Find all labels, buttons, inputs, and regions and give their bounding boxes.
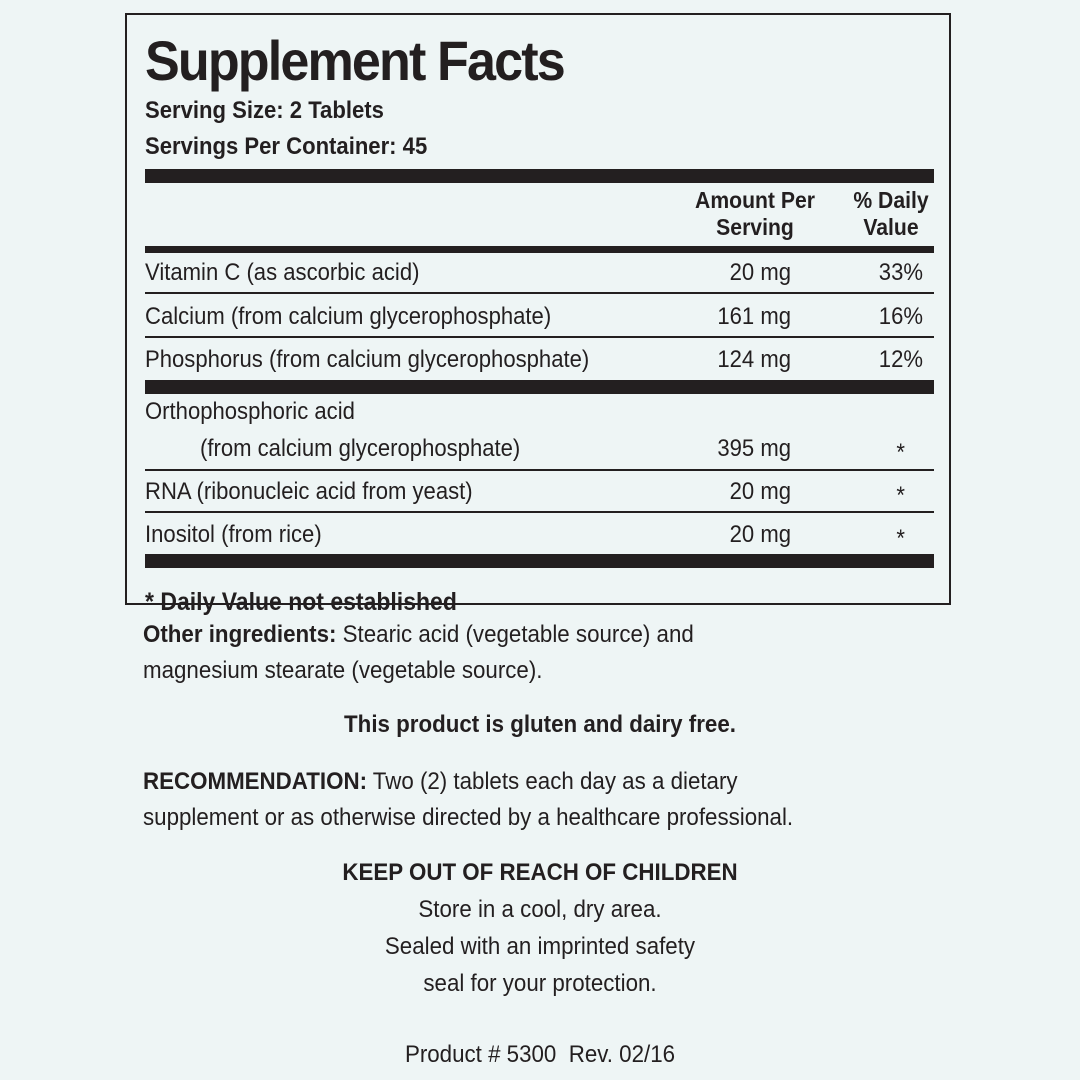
nutrient-daily-value: *: [896, 525, 905, 552]
serving-size: Serving Size: 2 Tablets: [145, 97, 384, 124]
panel-title: Supplement Facts: [145, 29, 564, 92]
nutrient-amount: 124 mg: [717, 346, 791, 373]
nutrient-name: Vitamin C (as ascorbic acid): [145, 259, 420, 286]
seal-notice-line1: Sealed with an imprinted safety: [384, 933, 696, 960]
storage-instruction: Store in a cool, dry area.: [418, 896, 662, 923]
servings-per-container: Servings Per Container: 45: [145, 133, 428, 160]
column-header-amount-line1: Amount Per: [695, 187, 815, 213]
row-divider: [145, 469, 934, 471]
nutrient-amount: 395 mg: [717, 435, 791, 462]
nutrient-name-continued: (from calcium glycerophosphate): [200, 435, 521, 462]
daily-value-footnote: * Daily Value not established: [145, 588, 457, 616]
nutrient-name: RNA (ribonucleic acid from yeast): [145, 478, 473, 505]
rule-thick-bottom: [145, 554, 934, 568]
row-divider: [145, 292, 934, 294]
column-header-amount-line2: Serving: [716, 214, 794, 240]
recommendation-label: RECOMMENDATION:: [143, 768, 368, 795]
recommendation: [143, 764, 906, 836]
nutrient-daily-value: *: [896, 482, 905, 509]
supplement-facts-panel: [125, 13, 951, 616]
nutrient-daily-value: 33%: [878, 259, 923, 286]
nutrient-daily-value: 12%: [878, 346, 923, 373]
column-header-dv-line1: % Daily: [853, 187, 929, 213]
column-header-amount: [691, 187, 820, 241]
supplement-facts-inner: [145, 15, 934, 616]
seal-notice-line2: seal for your protection.: [423, 970, 657, 997]
nutrient-amount: 20 mg: [729, 259, 791, 286]
other-ingredients-line2: magnesium stearate (vegetable source).: [143, 657, 543, 684]
nutrient-name: Calcium (from calcium glycerophosphate): [145, 303, 552, 330]
column-header-daily-value: [839, 187, 942, 241]
recommendation-text: Two (2) tablets each day as a dietary: [367, 768, 738, 795]
rule-header-bottom: [145, 246, 934, 253]
rule-thick-top: [145, 169, 934, 183]
other-ingredients: [143, 617, 906, 689]
row-divider: [145, 336, 934, 338]
nutrient-amount: 20 mg: [729, 478, 791, 505]
nutrient-name: Orthophosphoric acid: [145, 398, 355, 425]
nutrient-amount: 20 mg: [729, 521, 791, 548]
other-ingredients-label: Other ingredients:: [143, 621, 337, 648]
recommendation-line2: supplement or as otherwise directed by a healthcare professional.: [143, 804, 794, 831]
row-divider: [145, 511, 934, 513]
column-header-dv-line2: Value: [863, 214, 919, 240]
warning-heading: KEEP OUT OF REACH OF CHILDREN: [342, 859, 738, 886]
nutrient-name: Phosphorus (from calcium glycerophosphate): [145, 346, 590, 373]
other-ingredients-line1: [143, 617, 906, 653]
nutrient-daily-value: *: [896, 439, 905, 466]
nutrient-name: Inositol (from rice): [145, 521, 322, 548]
recommendation-line1: [143, 764, 906, 800]
nutrient-amount: 161 mg: [717, 303, 791, 330]
nutrient-daily-value: 16%: [878, 303, 923, 330]
product-code: Product # 5300 Rev. 02/16: [404, 1041, 676, 1068]
rule-thick-middle: [145, 380, 934, 394]
gluten-dairy-statement: This product is gluten and dairy free.: [344, 711, 736, 738]
other-ingredients-text: Stearic acid (vegetable source) and: [336, 621, 694, 648]
